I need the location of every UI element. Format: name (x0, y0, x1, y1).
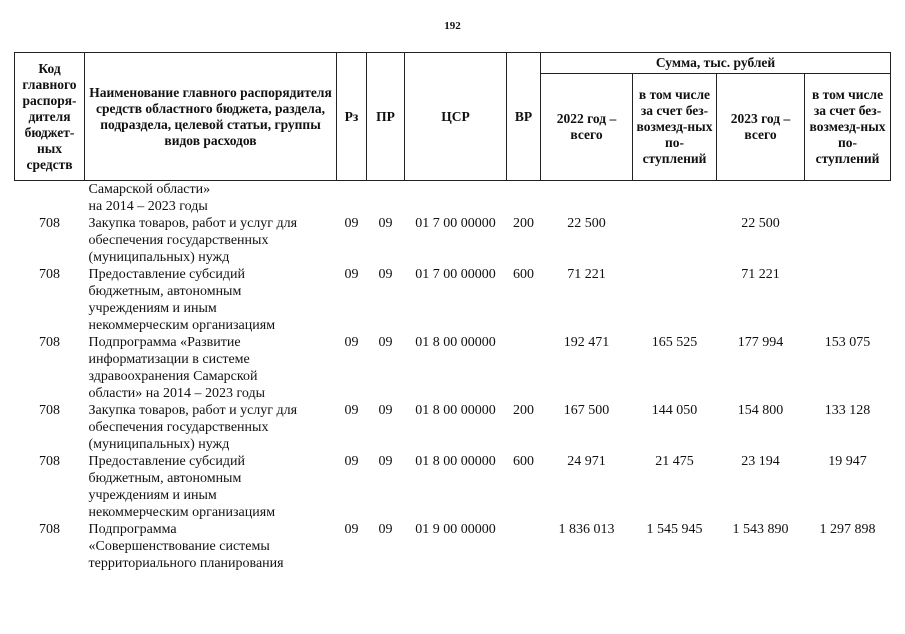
cell-2022-total: 192 471 (563, 335, 610, 350)
header-sum-group: Сумма, тыс. рублей (541, 53, 891, 74)
cell-rz: 09 (344, 267, 359, 282)
header-pr: ПР (367, 53, 405, 181)
cell-rz: 09 (344, 454, 359, 469)
name-line: Предоставление субсидий (88, 267, 245, 282)
table-row (15, 334, 891, 402)
cell-2023-total: 22 500 (741, 216, 780, 231)
cell-name (85, 181, 337, 216)
cell-vr (507, 334, 541, 402)
name-line: (муниципальных) нужд (88, 437, 230, 452)
cell-2023-free: 133 128 (824, 403, 871, 418)
cell-2023-free: 19 947 (828, 454, 867, 469)
cell-2023-total (717, 181, 805, 216)
name-line: области» на 2014 – 2023 годы (88, 386, 266, 401)
name-line: территориального планирования (88, 556, 284, 571)
table-row (15, 453, 891, 521)
name-line: Закупка товаров, работ и услуг для (88, 216, 298, 231)
cell-2022-total (541, 181, 633, 216)
name-line: «Совершенствование системы (88, 539, 270, 554)
cell-2023-total: 177 994 (737, 335, 784, 350)
header-vr: ВР (507, 53, 541, 181)
name-line: бюджетным, автономным (88, 284, 242, 299)
name-line: учреждениям и иным (88, 301, 217, 316)
cell-2022-free: 165 525 (651, 335, 698, 350)
header-name: Наименование главного распорядителя средств областного бюджета, раздела, подраздела, целевой статьи, группы видов расходов (85, 53, 337, 181)
cell-csr: 01 7 00 00000 (415, 216, 496, 231)
cell-2022-free: 21 475 (655, 454, 694, 469)
cell-vr: 200 (513, 403, 534, 418)
header-rz: Рз (337, 53, 367, 181)
cell-2023-total: 71 221 (741, 267, 780, 282)
header-csr: ЦСР (405, 53, 507, 181)
cell-2022-free: 1 545 945 (646, 522, 703, 537)
table-header (15, 53, 891, 181)
cell-rz: 09 (344, 522, 359, 537)
header-code: Код главного распоря-дителя бюджет-ных средств (15, 53, 85, 181)
cell-vr: 200 (513, 216, 534, 231)
cell-pr (367, 181, 405, 216)
cell-rz: 09 (344, 335, 359, 350)
name-line: обеспечения государственных (88, 420, 269, 435)
header-2022-free: в том числе за счет без-возмезд-ных по-ступлений (633, 74, 717, 181)
name-line: учреждениям и иным (88, 488, 217, 503)
page-number: 192 (444, 20, 461, 32)
cell-csr: 01 7 00 00000 (415, 267, 496, 282)
cell-code: 708 (39, 335, 60, 350)
cell-2022-free: 144 050 (651, 403, 698, 418)
budget-table (14, 52, 891, 572)
cell-2022-total: 167 500 (563, 403, 610, 418)
cell-rz: 09 (344, 403, 359, 418)
cell-name (85, 266, 337, 334)
cell-2023-total: 1 543 890 (732, 522, 789, 537)
name-line: на 2014 – 2023 годы (88, 199, 208, 214)
cell-rz (337, 181, 367, 216)
table-row (15, 181, 891, 216)
cell-2023-free: 153 075 (824, 335, 871, 350)
table-row (15, 402, 891, 453)
table-body (15, 181, 891, 573)
name-line: здравоохранения Самарской (88, 369, 258, 384)
cell-code: 708 (39, 403, 60, 418)
table-row (15, 266, 891, 334)
cell-code (15, 181, 85, 216)
cell-pr: 09 (378, 335, 393, 350)
cell-csr: 01 9 00 00000 (415, 522, 496, 537)
cell-name (85, 402, 337, 453)
header-2022-total: 2022 год – всего (541, 74, 633, 181)
cell-code: 708 (39, 454, 60, 469)
cell-pr: 09 (378, 267, 393, 282)
cell-name (85, 453, 337, 521)
cell-2023-total: 23 194 (741, 454, 780, 469)
name-line: обеспечения государственных (88, 233, 269, 248)
cell-pr: 09 (378, 216, 393, 231)
name-line: бюджетным, автономным (88, 471, 242, 486)
cell-2022-free (633, 266, 717, 334)
cell-name (85, 215, 337, 266)
name-line: некоммерческим организациям (88, 505, 276, 520)
cell-2023-free: 1 297 898 (819, 522, 876, 537)
cell-pr: 09 (378, 454, 393, 469)
cell-vr (507, 521, 541, 572)
name-line: Предоставление субсидий (88, 454, 245, 469)
cell-2022-total: 24 971 (567, 454, 606, 469)
cell-vr: 600 (513, 267, 534, 282)
cell-2023-free (805, 266, 891, 334)
cell-2022-total: 71 221 (567, 267, 606, 282)
name-line: Закупка товаров, работ и услуг для (88, 403, 298, 418)
name-line: информатизации в системе (88, 352, 250, 367)
cell-2022-free (633, 181, 717, 216)
name-line: (муниципальных) нужд (88, 250, 230, 265)
cell-name (85, 334, 337, 402)
cell-name (85, 521, 337, 572)
cell-code: 708 (39, 267, 60, 282)
cell-vr: 600 (513, 454, 534, 469)
header-2023-total: 2023 год – всего (717, 74, 805, 181)
table-row (15, 215, 891, 266)
cell-csr: 01 8 00 00000 (415, 335, 496, 350)
name-line: Подпрограмма «Развитие (88, 335, 241, 350)
name-line: некоммерческим организациям (88, 318, 276, 333)
cell-2023-total: 154 800 (737, 403, 784, 418)
cell-2023-free (805, 215, 891, 266)
cell-pr: 09 (378, 403, 393, 418)
table-row (15, 521, 891, 572)
cell-2023-free (805, 181, 891, 216)
cell-2022-total: 22 500 (567, 216, 606, 231)
name-line: Подпрограмма (88, 522, 177, 537)
cell-csr: 01 8 00 00000 (415, 454, 496, 469)
cell-code: 708 (39, 522, 60, 537)
cell-pr: 09 (378, 522, 393, 537)
cell-csr (405, 181, 507, 216)
header-2023-free: в том числе за счет без-возмезд-ных по-ступлений (805, 74, 891, 181)
cell-vr (507, 181, 541, 216)
cell-2022-total: 1 836 013 (558, 522, 615, 537)
cell-rz: 09 (344, 216, 359, 231)
name-line: Самарской области» (88, 182, 211, 197)
cell-2022-free (633, 215, 717, 266)
cell-code: 708 (39, 216, 60, 231)
cell-csr: 01 8 00 00000 (415, 403, 496, 418)
